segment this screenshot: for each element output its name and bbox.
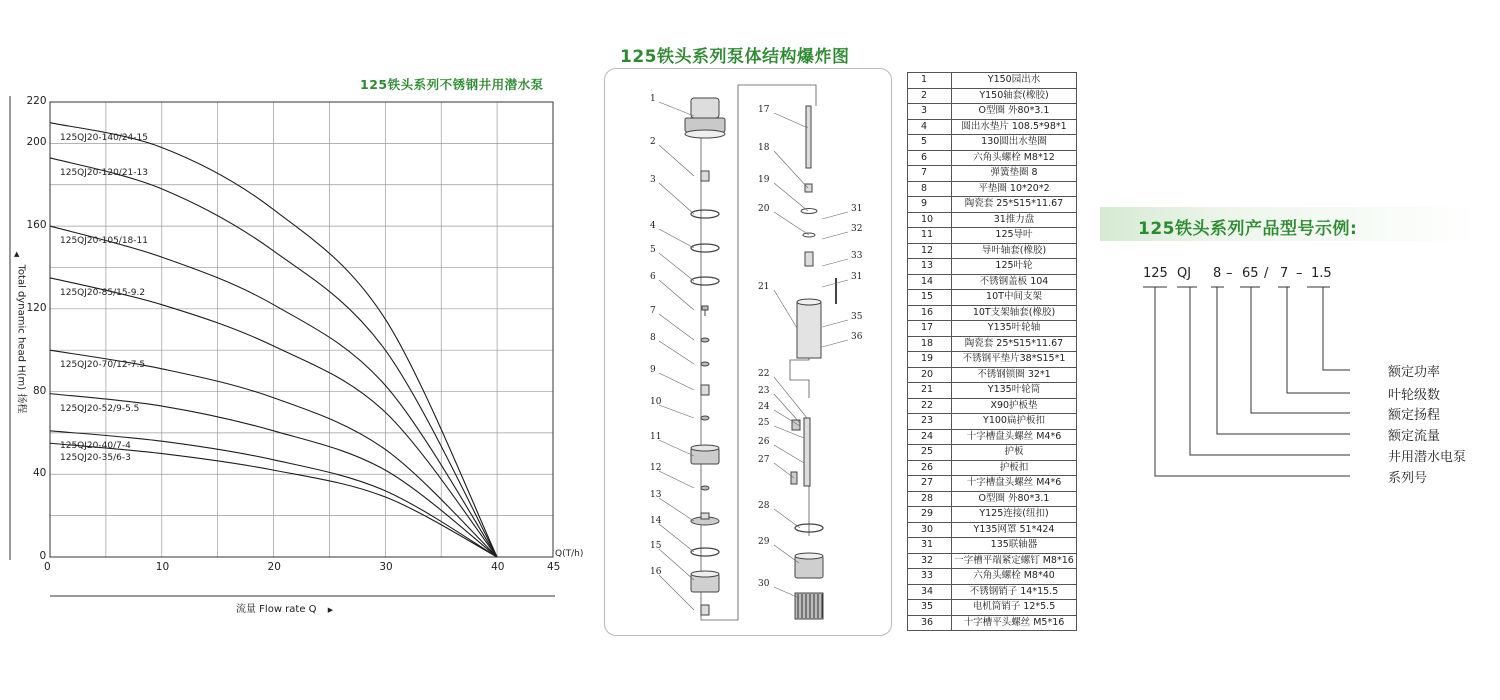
model-annotation: 叶轮级数 [1388, 388, 1441, 403]
callout-leader [822, 320, 848, 327]
code-leader [1287, 287, 1350, 393]
diagram-callout-label: 27 [758, 455, 770, 465]
y-tick-label: 120 [26, 301, 47, 314]
parts-table-row [908, 243, 1077, 259]
series-label: 125QJ20-70/12-7.5 [60, 360, 146, 371]
parts-table-row [908, 383, 1077, 399]
parts-table-row [908, 491, 1077, 507]
parts-table-row [908, 538, 1077, 554]
diagram-callout-label: 6 [650, 272, 656, 282]
diagram-callout-label: 26 [758, 437, 770, 447]
part-number: 12 [908, 243, 952, 259]
diagram-callout-label: 30 [758, 579, 770, 589]
part-name: 圆出水垫片 108.5*98*1 [952, 119, 1077, 135]
parts-table-row [908, 507, 1077, 523]
parts-table-row [908, 569, 1077, 585]
series-label: 125QJ20-85/15-9.2 [60, 287, 146, 298]
parts-table-row [908, 259, 1077, 275]
callout-leader [659, 373, 694, 390]
part-name: 10T支架轴套(橡胶) [952, 305, 1077, 321]
arrow-up-icon: ▲ [14, 250, 20, 258]
callout-leader [774, 463, 794, 478]
ring-part [691, 210, 719, 218]
x-tick-label: 45 [547, 561, 561, 573]
outlet-base [685, 130, 725, 138]
parts-table-row [908, 522, 1077, 538]
x-tick-label: 20 [267, 561, 281, 573]
part-number: 2 [908, 88, 952, 104]
x-tick-label: 10 [155, 561, 170, 573]
parts-table-row [908, 88, 1077, 104]
diagram-callout-label: 5 [650, 245, 656, 255]
parts-table-row [908, 584, 1077, 600]
diagram-callout-label: 32 [851, 224, 863, 234]
parts-table-row [908, 460, 1077, 476]
part-name: O型圈 外80*3.1 [952, 491, 1077, 507]
callout-leader [659, 145, 694, 176]
part-number: 28 [908, 491, 952, 507]
x-tick-label: 30 [379, 561, 393, 573]
part-name: 125导叶 [952, 228, 1077, 244]
x-axis-label [236, 600, 333, 615]
bush-part [701, 171, 709, 181]
part-name: 六角头螺栓 M8*12 [952, 150, 1077, 166]
parts-table-row [908, 166, 1077, 182]
part-number: 10 [908, 212, 952, 228]
parts-table-row [908, 181, 1077, 197]
series-label: 125QJ20-105/18-11 [60, 236, 148, 247]
callout-leader [822, 340, 848, 347]
diagram-callout-label: 8 [650, 333, 656, 343]
series-label: 125QJ20-140/24-15 [60, 132, 148, 143]
diagram-callout-label: 23 [758, 386, 770, 396]
parts-table-row [908, 429, 1077, 445]
part-name: 一字槽平端紧定螺钉 M8*16 [952, 553, 1077, 569]
diagram-callout-label: 12 [650, 463, 662, 473]
connector-top [795, 553, 823, 559]
part-name: Y150园出水 [952, 73, 1077, 89]
part-number: 9 [908, 197, 952, 213]
series-label: 125QJ20-40/7-4 [60, 440, 131, 451]
y-axis-label-text: Total dynamic head H(m) 扬程 [15, 264, 27, 414]
callout-leader [774, 183, 808, 211]
y-tick-label: 160 [26, 219, 47, 232]
y-tick-label: 80 [33, 384, 47, 397]
parts-table [907, 72, 1077, 631]
arrow-right-icon: ▶ [327, 606, 334, 614]
parts-table-row [908, 321, 1077, 337]
part-number: 26 [908, 460, 952, 476]
model-code-part: QJ [1177, 266, 1192, 281]
part-number: 7 [908, 166, 952, 182]
part-name: 导叶轴套(橡胶) [952, 243, 1077, 259]
diagram-callout-label: 21 [758, 282, 770, 292]
part-name: 不锈钢平垫片38*S15*1 [952, 352, 1077, 368]
model-code-part: 8 [1213, 266, 1222, 281]
diagram-callout-label: 15 [650, 541, 662, 551]
callout-leader [659, 498, 694, 521]
part-number: 3 [908, 104, 952, 120]
diagram-callout-label: 28 [758, 501, 770, 511]
part-number: 27 [908, 476, 952, 492]
model-code-part: / [1264, 266, 1269, 281]
parts-table-row [908, 305, 1077, 321]
callout-leader [774, 212, 809, 235]
part-number: 25 [908, 445, 952, 461]
guard-plate-part [804, 418, 810, 486]
parts-table-row [908, 290, 1077, 306]
diagram-callout-label: 19 [758, 175, 770, 185]
model-annotation: 系列号 [1388, 471, 1428, 486]
callout-leader [659, 549, 694, 580]
impeller-hub [701, 513, 709, 519]
chart-title: 125铁头系列不锈钢井用潜水泵 [360, 77, 544, 92]
callout-leader [659, 314, 694, 340]
model-code-part: – [1226, 266, 1233, 281]
part-name: 10T中间支架 [952, 290, 1077, 306]
model-code-part: 7 [1280, 266, 1289, 281]
part-name: Y125连接(纽扣) [952, 507, 1077, 523]
diagram-callout-label: 31 [851, 204, 863, 214]
callout-leader [659, 575, 694, 610]
part-number: 21 [908, 383, 952, 399]
part-number: 8 [908, 181, 952, 197]
sleeve-part [805, 184, 812, 192]
diagram-callout-label: 13 [650, 490, 662, 500]
x-tick-label: 40 [491, 561, 505, 573]
parts-table-row [908, 228, 1077, 244]
diagram-callout-label: 2 [650, 137, 656, 147]
diagram-callout-label: 25 [758, 418, 770, 428]
callout-leader [774, 377, 807, 418]
part-number: 32 [908, 553, 952, 569]
part-name: 130圆出水垫圈 [952, 135, 1077, 151]
code-leader [1155, 287, 1350, 476]
tube-top [797, 299, 821, 305]
diagram-callout-label: 29 [758, 537, 770, 547]
callout-leader [774, 151, 808, 188]
parts-table-row [908, 476, 1077, 492]
callout-leader [659, 524, 694, 552]
part-name: O型圈 外80*3.1 [952, 104, 1077, 120]
washer-part [801, 209, 817, 214]
part-name: 护板扣 [952, 460, 1077, 476]
performance-chart [0, 0, 600, 640]
parts-table-row [908, 352, 1077, 368]
diagram-callout-label: 4 [650, 221, 656, 231]
part-name: 十字槽盘头螺丝 M4*6 [952, 429, 1077, 445]
callout-leader [774, 394, 800, 423]
support-top [691, 571, 719, 577]
ring-part [691, 277, 719, 285]
callout-leader [822, 212, 848, 219]
callout-leader [774, 410, 800, 426]
diagram-callout-label: 7 [650, 306, 656, 316]
part-number: 23 [908, 414, 952, 430]
part-name: 陶瓷套 25*S15*11.67 [952, 336, 1077, 352]
callout-leader [822, 232, 848, 239]
model-example-title: 125铁头系列产品型号示例: [1138, 219, 1358, 239]
part-name: 护板 [952, 445, 1077, 461]
part-name: 135联轴器 [952, 538, 1077, 554]
part-number: 35 [908, 600, 952, 616]
bush-part [701, 605, 709, 615]
diagram-parts [659, 85, 848, 620]
part-name: 31推力盘 [952, 212, 1077, 228]
part-name: Y135叶轮筒 [952, 383, 1077, 399]
impeller-tube-part [797, 302, 821, 358]
diagram-callout-label: 35 [851, 312, 863, 322]
model-annotation: 额定功率 [1388, 365, 1441, 380]
part-number: 15 [908, 290, 952, 306]
part-number: 1 [908, 73, 952, 89]
part-name: 不锈钢锁圈 32*1 [952, 367, 1077, 383]
diagram-callout-label: 10 [650, 397, 662, 407]
parts-table-row [908, 600, 1077, 616]
part-number: 22 [908, 398, 952, 414]
part-name: X90护板垫 [952, 398, 1077, 414]
bowl-top [691, 445, 719, 451]
parts-table-row [908, 367, 1077, 383]
callout-leader [659, 253, 694, 281]
part-number: 4 [908, 119, 952, 135]
part-number: 6 [908, 150, 952, 166]
parts-table-row [908, 414, 1077, 430]
parts-table-row [908, 274, 1077, 290]
washer-part [701, 338, 709, 342]
washer-part [701, 416, 709, 420]
bolt-part [702, 306, 708, 310]
series-label: 125QJ20-120/21-13 [60, 167, 148, 178]
model-annotation: 额定扬程 [1388, 408, 1441, 423]
part-number: 29 [908, 507, 952, 523]
parts-table-row [908, 445, 1077, 461]
callout-leader [659, 280, 694, 310]
part-name: 陶瓷套 25*S15*11.67 [952, 197, 1077, 213]
parts-table-row [908, 73, 1077, 89]
part-name: 十字槽平头螺丝 M5*16 [952, 615, 1077, 631]
part-number: 34 [908, 584, 952, 600]
callout-leader [659, 229, 694, 248]
ring-part [691, 548, 719, 556]
callout-leader [774, 290, 797, 328]
part-number: 16 [908, 305, 952, 321]
shaft-part [806, 106, 811, 168]
part-name: 弹簧垫圈 8 [952, 166, 1077, 182]
callout-leader [659, 183, 694, 214]
part-name: 十字槽盘头螺丝 M4*6 [952, 476, 1077, 492]
diagram-callout-label: 17 [758, 105, 770, 115]
y-tick-label: 40 [33, 467, 47, 480]
callout-leader [659, 440, 694, 456]
model-code-part: 65 [1242, 266, 1259, 281]
part-number: 18 [908, 336, 952, 352]
x-axis-unit: Q(T/h) [555, 549, 584, 559]
coupling-part [805, 252, 813, 266]
part-name: 平垫圈 10*20*2 [952, 181, 1077, 197]
part-number: 17 [908, 321, 952, 337]
part-name: 不锈钢销子 14*15.5 [952, 584, 1077, 600]
model-code-part: 125 [1143, 266, 1168, 281]
part-number: 30 [908, 522, 952, 538]
diagram-callout-label: 1 [650, 94, 656, 104]
part-name: Y135叶轮轴 [952, 321, 1077, 337]
code-leader [1190, 287, 1350, 455]
part-number: 11 [908, 228, 952, 244]
parts-table-row [908, 150, 1077, 166]
part-number: 33 [908, 569, 952, 585]
parts-table-row [908, 135, 1077, 151]
diagram-callout-label: 16 [650, 567, 662, 577]
part-name: 不锈钢盖板 104 [952, 274, 1077, 290]
callout-leader [659, 471, 694, 488]
model-annotation: 井用潜水电泵 [1388, 450, 1467, 465]
callout-leader [659, 341, 694, 364]
diagram-callout-label: 36 [851, 332, 863, 342]
outlet-part [691, 98, 719, 118]
parts-table-row [908, 119, 1077, 135]
part-name: Y135网罩 51*424 [952, 522, 1077, 538]
diagram-callout-label: 9 [650, 365, 656, 375]
callout-leader [659, 102, 694, 116]
callout-leader [659, 405, 694, 418]
part-name: Y150轴套(橡胶) [952, 88, 1077, 104]
part-number: 24 [908, 429, 952, 445]
part-number: 14 [908, 274, 952, 290]
parts-table-row [908, 336, 1077, 352]
code-leader [1217, 287, 1350, 434]
diagram-callout-label: 20 [758, 204, 770, 214]
parts-table-row [908, 615, 1077, 631]
parts-table-row [908, 398, 1077, 414]
ring-part [691, 244, 719, 252]
y-tick-label: 220 [26, 95, 47, 107]
diagram-callout-label: 18 [758, 143, 770, 153]
callout-leader [774, 545, 799, 563]
part-name: 125叶轮 [952, 259, 1077, 275]
model-code-part: – [1296, 266, 1303, 281]
part-name: 电机筒销子 12*5.5 [952, 600, 1077, 616]
bush-part [701, 385, 709, 395]
diagram-callout-label: 11 [650, 432, 662, 442]
washer-part [701, 486, 709, 490]
parts-table-row [908, 553, 1077, 569]
parts-table-row [908, 212, 1077, 228]
exploded-view-diagram [604, 68, 894, 638]
x-tick-label: 0 [44, 561, 51, 573]
parts-table-row [908, 104, 1077, 120]
series-label: 125QJ20-35/6-3 [60, 453, 131, 464]
diagram-callout-label: 14 [650, 516, 662, 526]
y-axis-label [14, 250, 28, 425]
washer-part [701, 362, 709, 366]
code-leader [1251, 287, 1350, 413]
part-number: 36 [908, 615, 952, 631]
diagram-title: 125铁头系列泵体结构爆炸图 [620, 47, 850, 67]
y-tick-label: 200 [26, 136, 47, 149]
diagram-callout-label: 22 [758, 369, 770, 379]
model-code-part: 1.5 [1311, 266, 1332, 281]
callout-leader [774, 113, 808, 128]
model-annotation: 额定流量 [1388, 429, 1441, 444]
part-number: 13 [908, 259, 952, 275]
screen-part [795, 593, 823, 619]
part-number: 19 [908, 352, 952, 368]
callout-leader [774, 445, 804, 463]
x-axis-label-text: 流量 Flow rate Q [236, 604, 317, 615]
part-name: 六角头螺栓 M8*40 [952, 569, 1077, 585]
part-number: 31 [908, 538, 952, 554]
part-number: 5 [908, 135, 952, 151]
diagram-callout-label: 24 [758, 402, 770, 412]
diagram-callout-label: 31 [851, 272, 863, 282]
y-tick-label: 0 [39, 550, 47, 562]
diagram-callout-label: 33 [851, 251, 863, 261]
code-leader [1323, 287, 1350, 370]
parts-table-row [908, 197, 1077, 213]
diagram-callout-label: 3 [650, 175, 656, 185]
model-code-leaders [1100, 255, 1350, 495]
part-name: Y100扁护板扣 [952, 414, 1077, 430]
series-label: 125QJ20-52/9-5.5 [60, 403, 140, 414]
callout-leader [822, 259, 848, 266]
callout-leader [774, 509, 800, 528]
part-number: 20 [908, 367, 952, 383]
